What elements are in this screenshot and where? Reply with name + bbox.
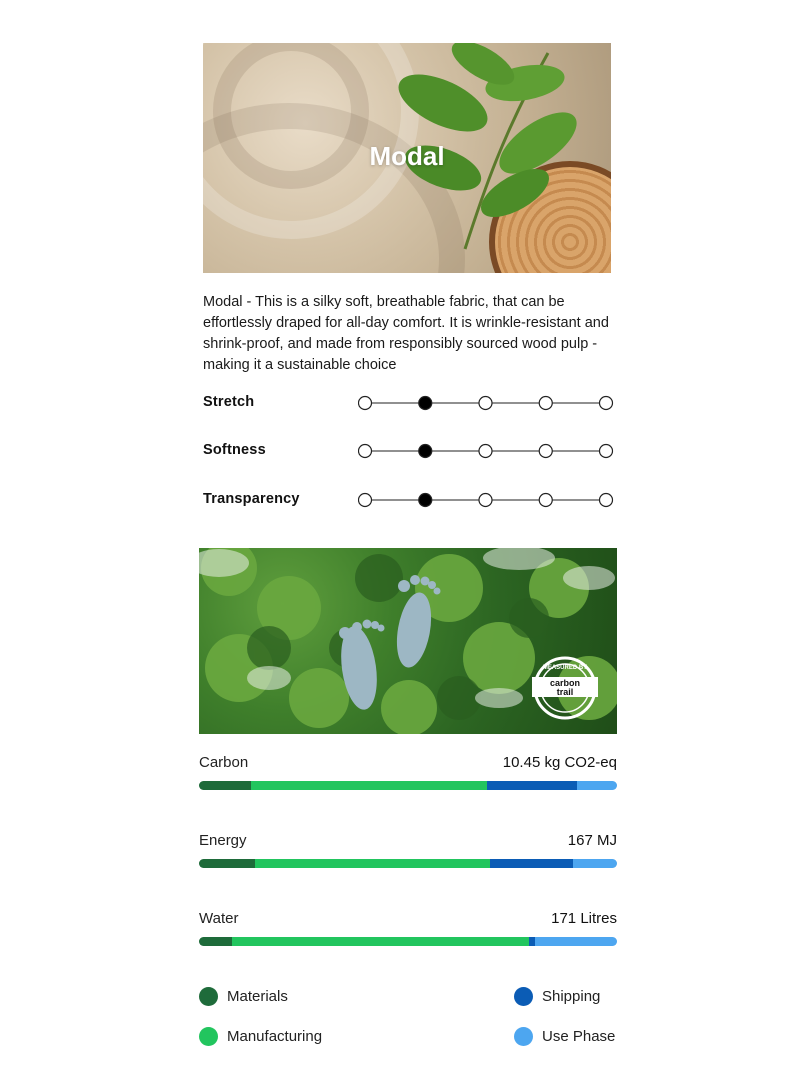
rating-transparency [203,489,613,513]
rating-dot-selected [419,445,432,458]
badge-top-text: MEASURED BY [542,665,588,671]
legend-label: Manufacturing [227,1028,323,1045]
bar-segment-materials [199,859,255,868]
rating-softness [203,440,613,464]
rating-dot [600,397,613,410]
bar-segment-materials [199,937,232,946]
legend-dot [199,1027,218,1046]
rating-dot [359,397,372,410]
rating-dot [539,445,552,458]
bar-segment-manufacturing [251,781,487,790]
rating-dot [600,494,613,507]
bar-segment-use-phase [577,781,617,790]
rating-label: Transparency [203,491,300,507]
rating-dot-selected [419,397,432,410]
metric-bar [199,937,617,946]
hero-title: Modal [369,141,445,171]
rating-label: Softness [203,442,266,458]
metric-bar [199,859,617,868]
metric-label: Energy [199,832,247,849]
carbon-trail-badge [532,655,598,721]
rating-stretch [203,392,613,416]
rating-dot [539,397,552,410]
bar-segment-manufacturing [232,937,529,946]
badge-line1: carbon [549,678,581,688]
rating-dot-selected [419,494,432,507]
metric-value: 167 MJ [567,832,617,849]
metric-label: Carbon [199,754,249,771]
bar-segment-manufacturing [255,859,489,868]
legend-dot [514,1027,533,1046]
legend-dot [514,987,533,1006]
rating-label: Stretch [203,394,255,410]
bar-segment-shipping [487,781,577,790]
fabric-hero-image [203,43,611,273]
metric-label: Water [199,910,239,927]
bar-segment-use-phase [573,859,617,868]
metric-value: 10.45 kg CO2-eq [502,754,617,771]
bar-segment-use-phase [535,937,617,946]
rating-scale [358,392,618,416]
rating-dot [359,494,372,507]
rating-dot [479,494,492,507]
legend-dot [199,987,218,1006]
bar-segment-shipping [490,859,574,868]
legend-label: Use Phase [542,1028,616,1045]
rating-dot [600,445,613,458]
fabric-description: Modal - This is a silky soft, breathable fabric, that can be effortlessly draped for all-day comfort. It is wrinkle-resistant and shrink-proof, and made from responsibly sourced wood pulp - making it a sustainable choice [203,294,609,373]
bar-segment-materials [199,781,251,790]
legend-label: Shipping [542,988,601,1005]
rating-dot [359,445,372,458]
metric-bar [199,781,617,790]
badge-line2: trail [556,687,574,697]
rating-scale [358,440,618,464]
metric-value: 171 Litres [551,910,617,927]
legend-label: Materials [227,988,288,1005]
rating-dot [479,397,492,410]
rating-dot [479,445,492,458]
rating-dot [539,494,552,507]
rating-scale [358,489,618,513]
